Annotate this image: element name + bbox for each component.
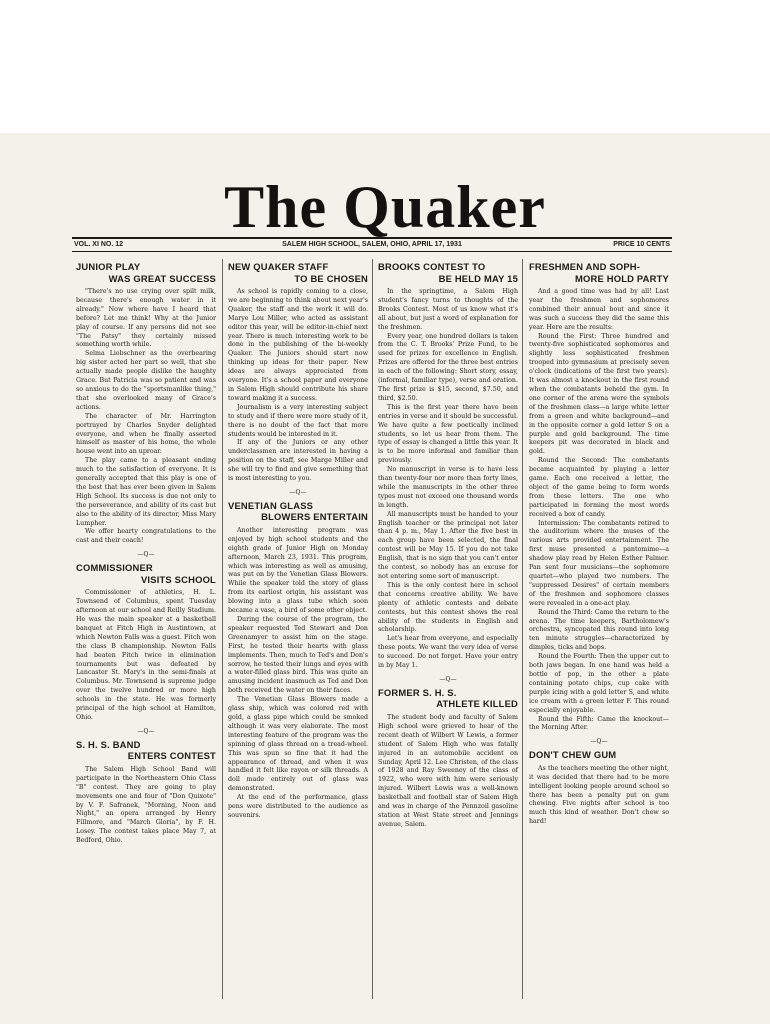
article-headline (378, 261, 518, 284)
article (228, 500, 368, 821)
article-headline (529, 749, 669, 761)
volume-number: VOL. XI NO. 12 (74, 241, 124, 248)
headline-line-2: MORE HOLD PARTY (575, 272, 669, 284)
headline-line-1: NEW QUAKER STAFF (228, 261, 329, 272)
article-paragraph: Every year, one hundred dollars is taken from the C. T. Brooks' Prize Fund, to be used for prizes for excellence in English. Prizes are offered for the three best entries in each of the following: Short story, essay, (informal, familiar type), verse and oration. The first prize is $15, second, $7.50, and third, $2.50. (378, 332, 518, 402)
article (76, 739, 216, 846)
column-3 (378, 261, 518, 836)
article-paragraph: Commissioner of athletics, H. L. Townsend of Columbus, spent Tuesday afternoon at our school and Reilly Stadium. He was the main speaker at a basketball banquet at Fitch High in Austintown, at which Newton Falls was a guest. Fitch won the class B championship. Newton Falls had beaten Fitch twice in elimination tournaments but was defeated by Lancaster St. Mary's in the semi-finals at Columbus. Mr. Townsend is supreme judge over the twelve hundred or more high schools in the state. He was formerly principal of the high school at Hamilton, Ohio. (76, 589, 216, 721)
article-paragraph: And a good time was had by all! Last year the freshmen and sophomores combined their annual bout and since it was such a success they did the same this year. Here are the results: (529, 288, 669, 331)
article (228, 261, 368, 484)
article-headline (529, 261, 669, 284)
article (378, 261, 518, 671)
headline-line-1: JUNIOR PLAY (76, 261, 141, 272)
article (529, 749, 669, 827)
article-separator: —Q— (439, 675, 457, 683)
school-dateline: SALEM HIGH SCHOOL, SALEM, OHIO, APRIL 17, 1931 (282, 241, 462, 248)
column-rule (372, 259, 373, 999)
headline-line-2: TO BE CHOSEN (294, 272, 368, 284)
article-paragraph: The play came to a pleasant ending much to the satisfaction of everyone. It is generally accepted that this play is one of the best that has ever been given in Salem High School. Its success is due not only to the perseverance, and ability of its cast but also to the ability of its director, Miss Mary Lumpher. (76, 457, 216, 527)
article-headline (76, 739, 216, 762)
column-rule (222, 259, 223, 999)
article-paragraph: Selma Liebschner as the overbearing big sister acted her part so well, that she actually made people dislike the haughty Grace. But Patricia was so patient and was so anxious to do the "sportsmanlike thing," that she overlooked many of Grace's actions. (76, 350, 216, 411)
article-paragraph: Round the Fourth: Then the upper cut to both jaws began. In one hand was held a bottle of pop, in the other a plate containing potato chips, cup cake with purple icing with a gold letter S, and white ice cream with a green letter F. This round especially enjoyable. (529, 653, 669, 714)
headline-line-1: BROOKS CONTEST TO (378, 261, 486, 272)
article-paragraph: All manuscripts must be handed to your English teacher or the principal not later than 4 p. m., May 1. After the five best in each group have been selected, the final contest will be May 15. If you do not take English, that is no sign that you can't enter the contest, so nobody has an excuse for not entering some sort of manuscript. (378, 510, 518, 580)
headline-line-1: COMMISSIONER (76, 562, 153, 574)
newspaper-page (0, 133, 770, 1024)
article-separator: —Q— (289, 488, 307, 496)
article-paragraph: This is the only contest here in school that concerns creative ability. We have plenty of athletic contests and debate contests, but this contest shows the real ability of the students in English and scholarship. (378, 581, 518, 634)
article-paragraph: The character of Mr. Harrington portrayed by Charles Snyder delighted everyone, and when he finally asserted himself as master of his home, the whole house went into an uproar. (76, 412, 216, 456)
article-headline (76, 261, 216, 284)
article (529, 261, 669, 733)
article-paragraph: Another interesting program was enjoyed by high school students and the eighth grade of Junior High on Monday afternoon, March 23, 1931. This program, which was interesting as well as amusing, was put on by the Venetian Glass Blowers. While the speaker told the story of glass from its earliest origin, his assistant was blowing into a glass tube which soon became a vase, a bird of some other object. (228, 526, 368, 615)
article-paragraph: We offer hearty congratulations to the cast and their coach! (76, 528, 216, 545)
headline-line-2: BE HELD MAY 15 (438, 272, 518, 284)
column-rule (522, 259, 523, 999)
article-headline (76, 562, 216, 585)
article-separator: —Q— (137, 551, 155, 559)
price-label: PRICE 10 CENTS (613, 241, 670, 248)
headline-line-1: VENETIAN GLASS (228, 499, 314, 511)
article-paragraph: Intermission: The combatants retired to the auditorium where the muses of the various arts provided entertainment. The first muse presented a pantomime—a shadow play read by Helen Esther Palmer. Pan sent four musicians—the sophomore quartet—who played two numbers. The "suppressed Desires" of certain members of the freshmen and sophomore classes were revealed in a one-act play. (529, 519, 669, 607)
article (378, 687, 518, 830)
article-paragraph: In the springtime, a Salem High student's fancy turns to thoughts of the Brooks Contest. Most of us know what it's all about, but just a word of explanation for the freshmen. (378, 288, 518, 331)
article-paragraph: At the end of the performance, glass pens were distributed to the audience as souvenirs. (228, 794, 368, 819)
article (76, 261, 216, 546)
headline-line-2: ATHLETE KILLED (436, 698, 518, 710)
article-paragraph: This is the first year there have been entries in verse and it should be successful. We have quite a few poetically inclined students, so let us hear from them. The type of essay is changed a little this year. It is to be more informal and familiar than previously. (378, 403, 518, 465)
article-paragraph: As the teachers meeting the other night, it was decided that there had to be more intelligent looking people around school so there has been a penalty put on gum chewing. Five nights after school is too much this kind of weather. Don't chew so hard! (529, 764, 669, 826)
headline-line-1: DON'T CHEW GUM (529, 749, 617, 761)
headline-line-1: S. H. S. BAND (76, 738, 141, 750)
article-paragraph: Round the First: Three hundred and twenty-five sophisticated sophomores and slightly less sophisticated freshmen trooped into gymnasium at precisely seven o'clock (indications of the first two years). It was almost a knockout in the first round when the combatants beheld the gym. In one corner of the arena were the symbols of the freshmen class—a large white letter from a green and white background—and in the opposite corner a gold letter S on a purple and gold background. The time keepers pit was decorated in black and gold. (529, 332, 669, 456)
headline-line-1: FRESHMEN AND SOPH- (529, 261, 641, 272)
column-1 (76, 261, 216, 852)
masthead-title: The Quaker (224, 174, 546, 240)
article-headline (228, 261, 368, 284)
article-paragraph: Journalism is a very interesting subject to study and if there were more study of it, there is no doubt of the fact that more students would be interested in it. (228, 403, 368, 438)
article-separator: —Q— (137, 727, 155, 735)
issue-info-bar (72, 237, 672, 252)
article-paragraph: The Salem High School Band will participate in the Northeastern Ohio Class "B" contest. They are going to play movements one and four of "Don Quixote" by V. F. Safranek, "Morning, Noon and Night," an opera arranged by Henry Fillmore, and "March Gloria", by F. H. Losey. The contest takes place May 7, at Bedford, Ohio. (76, 765, 216, 845)
article-paragraph: During the course of the program, the speaker requested Ted Stewart and Don Greenamyer to assist him on the stage. First, he tested their hearts with glass implements. Then, much to Ted's and Don's sorrow, he tested their lungs and eyes with a water-filled glass bird. This was quite an amusing incident inasmuch as Ted and Don both received the water on their faces. (228, 616, 368, 695)
article-paragraph: "There's no use crying over spilt milk, because there's enough water in it already." Now where have I heard that before? Let me think! Why at the Junior play of course. If any persons did not see "The Patsy" they certainly missed something worth while. (76, 288, 216, 349)
headline-line-2: WAS GREAT SUCCESS (108, 272, 216, 284)
article-paragraph: If any of the Juniors or any other underclassmen are interested in having a position on the staff, see Marge Miller and she will try to find and give something that is most interesting to you. (228, 439, 368, 483)
article-paragraph: Let's hear from everyone, and especially these poets. We want the very idea of verse to succeed. Do not forget. Have your entry in by May 1. (378, 635, 518, 670)
article-paragraph: The student body and faculty of Salem High school were grieved to hear of the recent death of Wilbert W Lewis, a former student of Salem High who was fatally injured in an automobile accident on Sunday, April 12. Lee Christen, of the class of 1928 and Ray Sweeney of the class of 1922, who were with him were seriously injured. Wilbert Lewis was a well-known basketball and football star of Salem High and was in charge of the Pennzoil gasoline station at West State street and Jennings avenue, Salem. (378, 713, 518, 828)
article-paragraph: Round the Third: Came the return to the arena. The time keepers, Bartholomew's orchestra, syncopated this round into long ten minute struggles—characterized by dimples, ticks and bops. (529, 608, 669, 652)
headline-line-2: ENTERS CONTEST (127, 750, 216, 762)
article-paragraph: As school is rapidly coming to a close, we are beginning to think about next year's Quaker, the staff and the work it will do. Marye Lou Miller, who acted as assistant editor this year, will be editor-in-chief next year. There is much interesting work to be done in the publishing of the bi-weekly Quaker. The Juniors should start now thinking up ideas for their paper. New ideas are always appreciated from everyone. It's a school paper and everyone in Salem High should contribute his share toward making it a success. (228, 288, 368, 402)
headline-line-1: FORMER S. H. S. (378, 686, 457, 698)
article (76, 562, 216, 723)
article-paragraph: No manuscript in verse is to have less than twenty-four nor more than forty lines, while the manuscripts in the other three types must not exceed one thousand words in length. (378, 466, 518, 509)
article-separator: —Q— (590, 738, 608, 746)
article-paragraph: Round the Second: The combatants became acquainted by playing a letter game. Each one received a letter, the object of the game being to form words from these letters. The one who participated in forming the most words received a box of candy. (529, 457, 669, 518)
headline-line-2: BLOWERS ENTERTAIN (261, 511, 368, 523)
column-4 (529, 261, 669, 833)
column-2 (228, 261, 368, 827)
article-headline (378, 687, 518, 710)
article-paragraph: The Venetian Glass Blowers made a glass ship, which was colored red with gold, a glass pipe which could be smoked although it was very elaborate. The most interesting feature of the program was the spinning of glass thread on a tread-wheel. This was spun so fine that it had the appearance of thread, and when it was handled it felt like rayon or silk threads. A doll made entirely out of glass was demonstrated. (228, 696, 368, 793)
article-paragraph: Round the Fifth: Came the knockout—the Morning After. (529, 715, 669, 732)
article-headline (228, 500, 368, 523)
headline-line-2: VISITS SCHOOL (140, 573, 216, 585)
